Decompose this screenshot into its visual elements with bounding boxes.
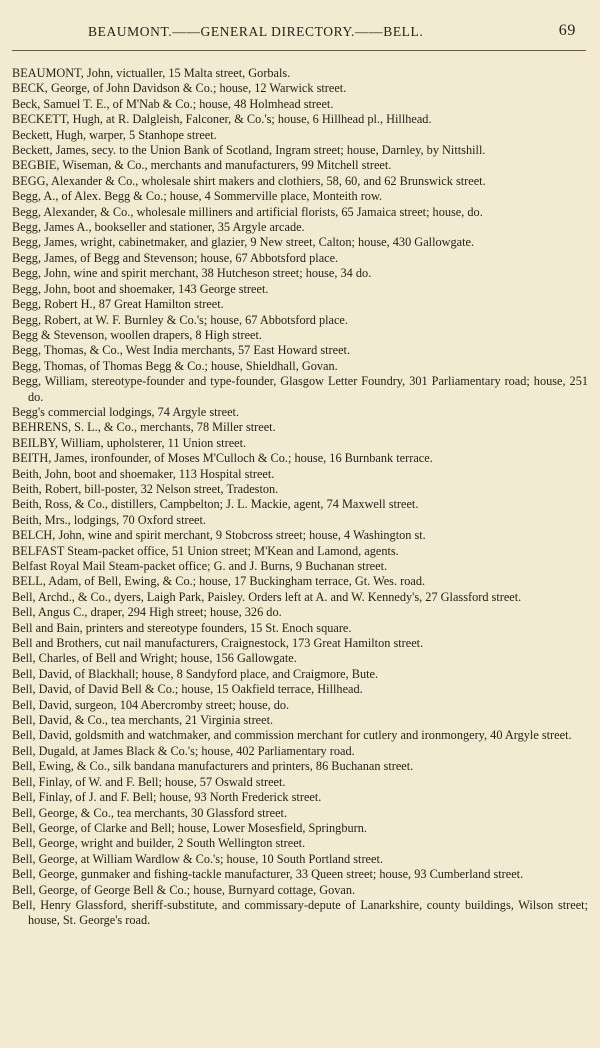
directory-entry: Bell, David, of Blackhall; house, 8 Sandyford place, and Craigmore, Bute. — [12, 666, 379, 681]
directory-entry: BECK, George, of John Davidson & Co.; house, 12 Warwick street. — [12, 81, 347, 96]
directory-entry: Beckett, James, secy. to the Union Bank of Scotland, Ingram street; house, Darnley, by Nittshill. — [12, 143, 486, 158]
directory-entry: Begg, William, stereotype-founder and type-founder, Glasgow Letter Foundry, 301 Parliamentary road; house, 251 do. — [12, 374, 588, 404]
directory-entry: Bell, David, surgeon, 104 Abercromby street; house, do. — [12, 697, 290, 712]
directory-entry: Belfast Royal Mail Steam-packet office; G. and J. Burns, 9 Buchanan street. — [12, 559, 388, 573]
directory-entry: Begg, Robert H., 87 Great Hamilton street. — [12, 297, 224, 312]
directory-entry: BEGG, Alexander & Co., wholesale shirt makers and clothiers, 58, 60, and 62 Brunswick street. — [12, 173, 486, 188]
directory-entry: Bell and Bain, printers and stereotype founders, 15 St. Enoch square. — [12, 620, 352, 635]
header-rule — [12, 50, 586, 51]
running-header — [10, 22, 590, 42]
directory-entry: BEAUMONT, John, victualler, 15 Malta street, Gorbals. — [12, 66, 291, 80]
directory-entry: Bell, Archd., & Co., dyers, Laigh Park, Paisley. Orders left at A. and W. Kennedy's, 27 Glassford street. — [12, 589, 522, 604]
directory-entry: Beith, Robert, bill-poster, 32 Nelson street, Tradeston. — [12, 481, 279, 496]
directory-entry: BEILBY, William, upholsterer, 11 Union street. — [12, 435, 247, 450]
directory-entry: Bell, George, of George Bell & Co.; house, Burnyard cottage, Govan. — [12, 882, 356, 897]
directory-entry: Bell, Henry Glassford, sheriff-substitute, and commissary-depute of Lanarkshire, county buildings, Wilson street; house, St. George's road. — [12, 897, 588, 928]
directory-entry: Begg, A., of Alex. Begg & Co.; house, 4 Sommerville place, Monteith row. — [12, 189, 383, 204]
directory-entry: BELFAST Steam-packet office, 51 Union street; M'Kean and Lamond, agents. — [12, 543, 399, 558]
directory-entry: BEHRENS, S. L., & Co., merchants, 78 Miller street. — [12, 420, 276, 435]
directory-entry: Beckett, Hugh, warper, 5 Stanhope street. — [12, 127, 217, 142]
directory-entry: Bell, Finlay, of J. and F. Bell; house, 93 North Frederick street. — [12, 790, 322, 805]
directory-entry: Begg, Thomas, & Co., West India merchants, 57 East Howard street. — [12, 343, 351, 358]
directory-entry: Bell, George, of Clarke and Bell; house, Lower Mosesfield, Springburn. — [12, 820, 367, 835]
directory-entry: Bell, David, of David Bell & Co.; house, 15 Oakfield terrace, Hillhead. — [12, 682, 363, 697]
header-title: BEAUMONT.——GENERAL DIRECTORY.——BELL. — [88, 24, 424, 39]
directory-entry: Begg, Alexander, & Co., wholesale milliners and artificial florists, 65 Jamaica street; house, do. — [12, 204, 483, 219]
directory-entry: BELCH, John, wine and spirit merchant, 9 Stobcross street; house, 4 Washington st. — [12, 528, 426, 543]
directory-entry: BEGBIE, Wiseman, & Co., merchants and manufacturers, 99 Mitchell street. — [12, 158, 392, 173]
directory-entry: Beith, Ross, & Co., distillers, Campbelton; J. L. Mackie, agent, 74 Maxwell street. — [12, 497, 419, 512]
directory-entry: BELL, Adam, of Bell, Ewing, & Co.; house, 17 Buckingham terrace, Gt. Wes. road. — [12, 574, 426, 589]
directory-entry: Bell, Angus C., draper, 294 High street; house, 326 do. — [12, 605, 282, 620]
directory-entry: Bell, David, goldsmith and watchmaker, and commission merchant for cutlery and ironmongery, 40 Argyle street. — [12, 728, 572, 743]
directory-entry: Begg, Thomas, of Thomas Begg & Co.; house, Shieldhall, Govan. — [12, 358, 338, 373]
directory-entry: Beith, Mrs., lodgings, 70 Oxford street. — [12, 512, 207, 527]
page-number: 69 — [558, 22, 576, 39]
directory-entry: Bell, Dugald, at James Black & Co.'s; house, 402 Parliamentary road. — [12, 743, 355, 758]
directory-entry: Begg, James A., bookseller and stationer, 35 Argyle arcade. — [12, 220, 305, 235]
directory-entry: Bell, George, wright and builder, 2 South Wellington street. — [12, 836, 306, 851]
directory-entries — [12, 66, 588, 929]
directory-entry: BECKETT, Hugh, at R. Dalgleish, Falconer, & Co.'s; house, 6 Hillhead pl., Hillhead. — [12, 112, 432, 127]
directory-entry: Begg, Robert, at W. F. Burnley & Co.'s; house, 67 Abbotsford place. — [12, 312, 348, 327]
directory-entry: Beck, Samuel T. E., of M'Nab & Co.; house, 48 Holmhead street. — [12, 96, 334, 111]
directory-entry: Bell, Charles, of Bell and Wright; house, 156 Gallowgate. — [12, 651, 297, 666]
directory-entry: Bell, George, gunmaker and fishing-tackle manufacturer, 33 Queen street; house, 93 Cumberland street. — [12, 867, 524, 882]
directory-entry: Bell, George, at William Wardlow & Co.'s; house, 10 South Portland street. — [12, 851, 383, 866]
directory-entry: Begg, James, of Begg and Stevenson; house, 67 Abbotsford place. — [12, 250, 339, 265]
directory-entry: Bell and Brothers, cut nail manufacturers, Craignestock, 173 Great Hamilton street. — [12, 636, 424, 651]
directory-entry: Bell, Finlay, of W. and F. Bell; house, 57 Oswald street. — [12, 774, 286, 789]
directory-entry: Bell, Ewing, & Co., silk bandana manufacturers and printers, 86 Buchanan street. — [12, 759, 414, 774]
directory-entry: Beith, John, boot and shoemaker, 113 Hospital street. — [12, 466, 275, 481]
directory-entry: Begg, John, wine and spirit merchant, 38 Hutcheson street; house, 34 do. — [12, 266, 372, 281]
directory-entry: Begg's commercial lodgings, 74 Argyle street. — [12, 404, 240, 419]
directory-entry: BEITH, James, ironfounder, of Moses M'Culloch & Co.; house, 16 Burnbank terrace. — [12, 451, 433, 466]
directory-entry: Bell, George, & Co., tea merchants, 30 Glassford street. — [12, 805, 288, 820]
directory-entry: Bell, David, & Co., tea merchants, 21 Virginia street. — [12, 713, 274, 728]
directory-entry: Begg, James, wright, cabinetmaker, and glazier, 9 New street, Calton; house, 430 Gallowgate. — [12, 235, 475, 250]
directory-entry: Begg & Stevenson, woollen drapers, 8 High street. — [12, 327, 262, 342]
directory-entry: Begg, John, boot and shoemaker, 143 George street. — [12, 281, 269, 296]
